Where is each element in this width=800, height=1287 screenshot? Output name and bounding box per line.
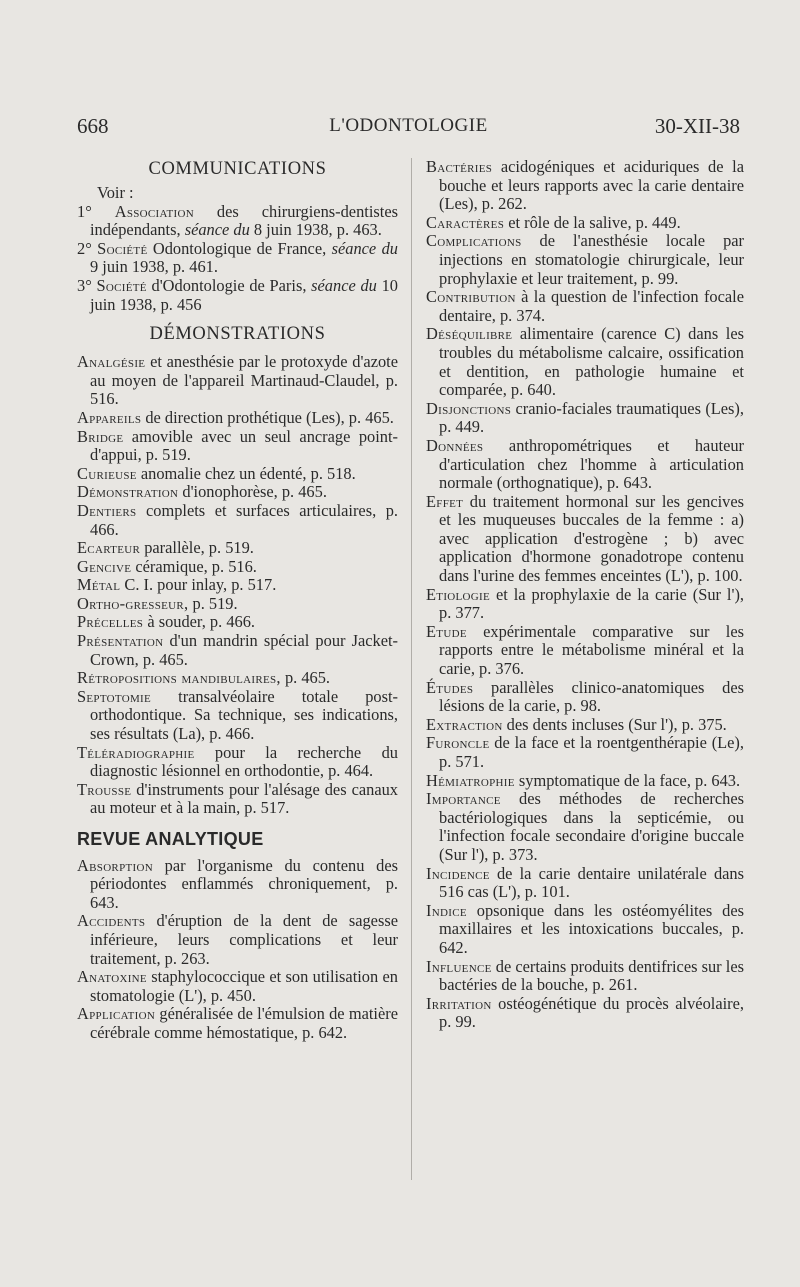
list-item: Accidents d'éruption de la dent de sagesse inférieure, leurs complications et leur traitement, p. 263. xyxy=(77,911,398,968)
column-divider xyxy=(411,158,412,1180)
list-item: Présentation d'un mandrin spécial pour Jacket-Crown, p. 465. xyxy=(77,631,398,669)
list-item: Gencive céramique, p. 516. xyxy=(77,556,257,576)
list-item: Études parallèles clinico-anatomiques des lésions de la carie, p. 98. xyxy=(426,677,744,716)
journal-title: L'ODONTOLOGIE xyxy=(329,115,488,136)
voir-label: Voir : xyxy=(97,183,134,202)
demonstrations-heading: DÉMONSTRATIONS xyxy=(149,324,326,345)
list-item: Irritation ostéogénétique du procès alvéolaire, p. 99. xyxy=(426,993,744,1032)
list-item: Curieuse anomalie chez un édenté, p. 518. xyxy=(77,463,356,483)
list-item: Hémiatrophie symptomatique de la face, p. 643. xyxy=(426,770,741,790)
page-number: 668 xyxy=(77,114,109,138)
list-item: Données anthropométriques et hauteur d'articulation chez l'homme à articulation normale (orthognatique), p. 643. xyxy=(426,435,744,493)
list-item: Déséquilibre alimentaire (carence C) dans les troubles du métabolisme calcaire, ossification et dentition, en pathologie humaine et comparée, p. 640. xyxy=(426,324,744,400)
list-item: Effet du traitement hormonal sur les gencives et les muqueuses buccales de la femme : a) avec application d'estrogène ; b) avec application d'hormone gonadotrope contenu dans l'urine des femmes enceintes (L'), p. 100. xyxy=(426,491,744,586)
list-item: Septotomie transalvéolaire totale post-orthodontique. Sa technique, ses indications, ses résultats (La), p. 466. xyxy=(77,686,398,744)
list-item: Contribution à la question de l'infection focale dentaire, p. 374. xyxy=(426,287,744,325)
issue-date: 30-XII-38 xyxy=(654,114,740,138)
list-item: Démonstration d'ionophorèse, p. 465. xyxy=(77,482,327,502)
list-item: 1° Association des chirurgiens-dentistes indépendants, séance du 8 juin 1938, p. 463. xyxy=(77,201,398,240)
list-item: Etiologie et la prophylaxie de la carie (Sur l'), p. 377. xyxy=(426,584,744,623)
list-item: Trousse d'instruments pour l'alésage des canaux au moteur et à la main, p. 517. xyxy=(77,779,398,818)
list-item: Dentiers complets et surfaces articulaires, p. 466. xyxy=(77,500,398,539)
running-head xyxy=(77,114,740,138)
list-item: Application généralisée de l'émulsion de matière cérébrale comme hémostatique, p. 642. xyxy=(77,1004,398,1042)
list-item: Métal C. I. pour inlay, p. 517. xyxy=(77,575,277,595)
list-item: Influence de certains produits dentifrices sur les bactéries de la bouche, p. 261. xyxy=(426,956,744,995)
list-item: Rétropositions mandibulaires, p. 465. xyxy=(77,668,331,688)
list-item: 3° Société d'Odontologie de Paris, séance du 10 juin 1938, p. 456 xyxy=(77,275,398,314)
list-item: Importance des méthodes de recherches bactériologiques dans la septicémie, ou l'infection focale secondaire d'origine buccale (Sur l'), p. 373. xyxy=(426,789,744,864)
list-item: Complications de l'anesthésie locale par injections en stomatologie chirurgicale, leur prophylaxie et leur traitement, p. 99. xyxy=(426,231,744,288)
communications-list xyxy=(77,203,398,315)
revue-analytique-heading: REVUE ANALYTIQUE xyxy=(77,829,264,849)
communications-heading: COMMUNICATIONS xyxy=(148,159,327,179)
list-item: Disjonctions cranio-faciales traumatiques (Les), p. 449. xyxy=(426,398,744,437)
right-column xyxy=(426,158,744,1032)
list-item: Furoncle de la face et la roentgenthérapie (Le), p. 571. xyxy=(426,733,744,771)
revue-list-right xyxy=(426,158,744,1032)
list-item: Etude expérimentale comparative sur les rapports entre le métabolisme minéral et la carie, p. 376. xyxy=(426,621,744,679)
demonstrations-list xyxy=(77,353,398,818)
list-item: Ortho-gresseur, p. 519. xyxy=(77,593,238,613)
list-item: Absorption par l'organisme du contenu des périodontes enflammés chroniquement, p. 643. xyxy=(77,855,398,912)
list-item: Appareils de direction prothétique (Les), p. 465. xyxy=(77,407,394,427)
list-item: Bridge amovible avec un seul ancrage point-d'appui, p. 519. xyxy=(77,426,398,465)
list-item: Caractères et rôle de la salive, p. 449. xyxy=(426,212,681,232)
list-item: Précelles à souder, p. 466. xyxy=(77,612,255,632)
list-item: Incidence de la carie dentaire unilatérale dans 516 cas (L'), p. 101. xyxy=(426,863,744,902)
list-item: Ecarteur parallèle, p. 519. xyxy=(77,538,254,558)
list-item: Bactéries acidogéniques et aciduriques de la bouche et leurs rapports avec la carie dentaire (Les), p. 262. xyxy=(426,157,744,214)
list-item: Analgésie et anesthésie par le protoxyde d'azote au moyen de l'appareil Martinaud-Claudel, p. 516. xyxy=(77,352,398,409)
list-item: Téléradiographie pour la recherche du diagnostic lésionnel en orthodontie, p. 464. xyxy=(77,742,398,781)
list-item: 2° Société Odontologique de France, séance du 9 juin 1938, p. 461. xyxy=(77,238,398,277)
revue-list-left xyxy=(77,857,398,1043)
left-column xyxy=(77,158,398,1043)
list-item: Indice opsonique dans les ostéomyélites des maxillaires et les intoxications buccales, p. 642. xyxy=(426,900,744,957)
list-item: Anatoxine staphylococcique et son utilisation en stomatologie (L'), p. 450. xyxy=(77,967,398,1005)
list-item: Extraction des dents incluses (Sur l'), p. 375. xyxy=(426,714,727,734)
